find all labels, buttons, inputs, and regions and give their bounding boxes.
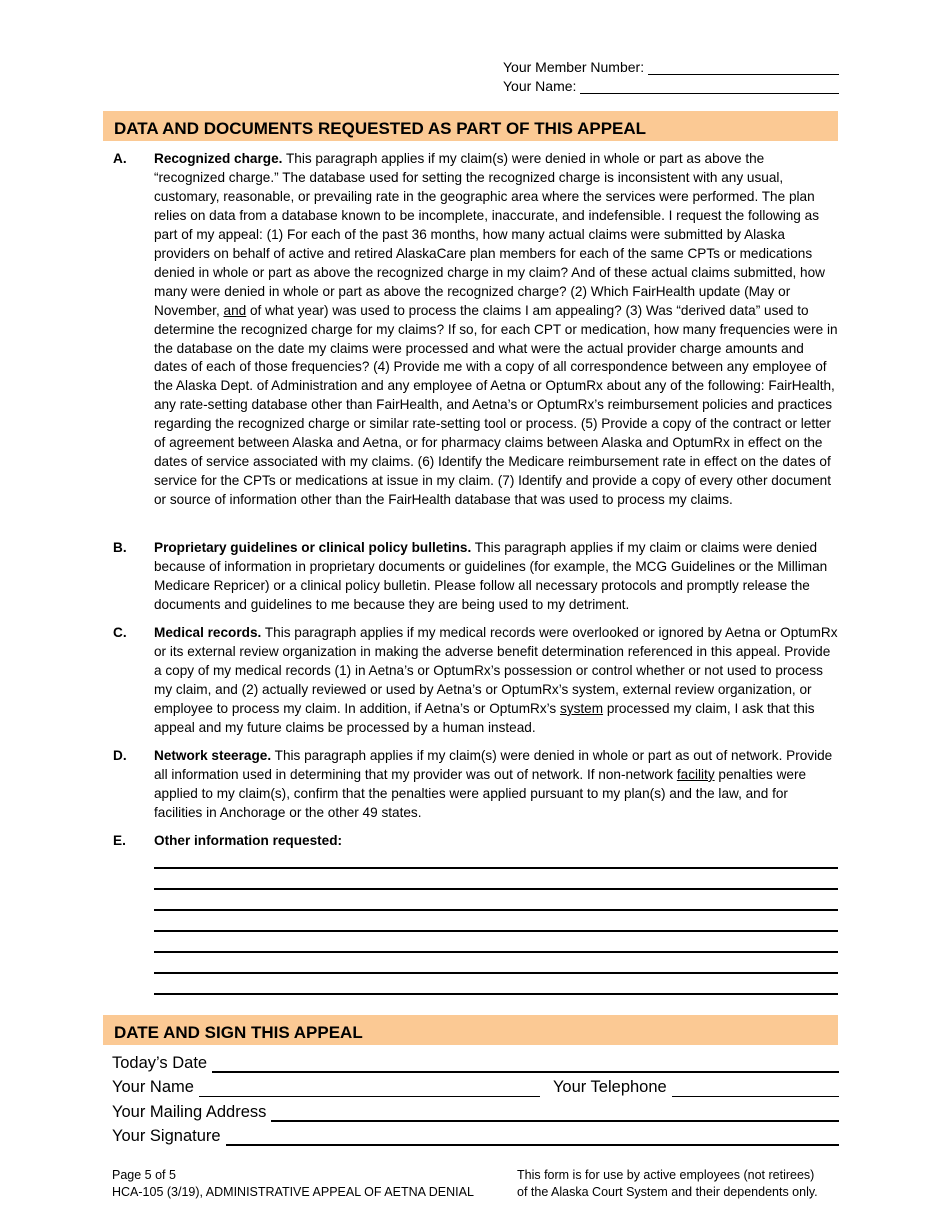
underlined-word: facility (676, 766, 715, 782)
date-label: Today’s Date (112, 1053, 208, 1072)
writing-line[interactable] (154, 934, 838, 953)
item-heading: Proprietary guidelines or clinical policy bulletins. (154, 540, 472, 555)
item-body: This paragraph applies if my claim(s) were denied in whole or part as above the “recognized charge.” The database used for setting the recognized charge is inconsistent with any usual, customary, reasonable, or prevailing rate in the geographic area where the services were performed. The plan relies on data from a database known to be incomplete, inaccurate, and indefensible. I request the following as part of my appeal: (1) For each of the past 36 months, how many actual claims were submitted by Alaska providers on behalf of active and retired AlaskaCare plan members for each of the same CPTs or medications denied in whole or part as above the recognized charge in my claim? And of these actual claims submitted, how many were denied in whole or part as above the recognized charge? (2) Which FairHealth update (May or November, (154, 151, 825, 318)
section-title-data-documents: DATA AND DOCUMENTS REQUESTED AS PART OF THIS APPEAL (103, 111, 838, 141)
date-field[interactable] (212, 1055, 839, 1073)
item-body: penalties were applied to my claim(s), confirm that the penalties were applied pursuant to my plan(s) and the law, and for facilities in Anchorage or the other 49 states. (154, 766, 807, 820)
other-info-lines (154, 850, 838, 997)
item-c (113, 624, 839, 738)
item-letter: B. (113, 540, 127, 555)
item-e (113, 832, 839, 851)
item-body: This paragraph applies if my medical records were overlooked or ignored by Aetna or OptumRx or its external review organization in making the adverse benefit determination referenced in this appeal. Provide a copy of my medical records (1) in Aetna’s or OptumRx’s possession or control whether or not used to process my claim, and (2) actually reviewed or used by Aetna’s or OptumRx’s system, external review organization, or employee to process my claim. In addition, if Aetna’s or OptumRx’s (154, 625, 838, 716)
item-body: This paragraph applies if my claim(s) were denied in whole or part as out of network. Provide all information used in determining that my provider was out of network. If non-network (154, 748, 833, 782)
item-d (113, 747, 839, 823)
item-a (113, 150, 839, 510)
member-name-row (503, 75, 839, 94)
signature-label: Your Signature (112, 1127, 221, 1145)
telephone-field[interactable] (672, 1080, 839, 1097)
item-heading: Network steerage. (154, 748, 272, 763)
member-name-label: Your Name: (503, 78, 577, 94)
item-b (113, 539, 839, 615)
form-id: HCA-105 (3/19), ADMINISTRATIVE APPEAL OF AETNA DENIAL (112, 1185, 474, 1199)
date-row (112, 1048, 839, 1073)
item-heading: Recognized charge. (154, 151, 283, 166)
address-field[interactable] (271, 1104, 839, 1122)
writing-line[interactable] (154, 871, 838, 890)
telephone-label: Your Telephone (552, 1078, 667, 1096)
item-text (154, 150, 839, 510)
member-number-field[interactable] (648, 60, 839, 75)
footer-left (112, 1167, 474, 1201)
name-telephone-row (112, 1073, 839, 1098)
item-letter: A. (113, 151, 127, 166)
item-text (154, 747, 839, 823)
member-info (503, 56, 839, 94)
name-field[interactable] (199, 1080, 540, 1097)
signature-block (112, 1048, 839, 1146)
writing-line[interactable] (154, 892, 838, 911)
footer-right (517, 1167, 818, 1201)
name-label: Your Name (112, 1078, 194, 1096)
footer-note-line-2: of the Alaska Court System and their dependents only. (517, 1185, 818, 1199)
section-title-date-sign: DATE AND SIGN THIS APPEAL (103, 1015, 838, 1045)
underlined-word: and (223, 302, 247, 318)
underlined-word: system (559, 700, 604, 716)
member-number-row (503, 56, 839, 75)
item-heading: Other information requested: (154, 833, 343, 848)
signature-field[interactable] (226, 1128, 839, 1146)
writing-line[interactable] (154, 913, 838, 932)
address-label: Your Mailing Address (112, 1102, 267, 1121)
signature-row (112, 1122, 839, 1147)
member-name-field[interactable] (580, 79, 839, 94)
writing-line[interactable] (154, 955, 838, 974)
writing-line[interactable] (154, 850, 838, 869)
item-letter: D. (113, 748, 127, 763)
page-number: Page 5 of 5 (112, 1168, 176, 1182)
item-text (154, 539, 839, 615)
writing-line[interactable] (154, 976, 838, 995)
item-letter: C. (113, 625, 127, 640)
item-heading: Medical records. (154, 625, 262, 640)
item-body: processed my claim, I ask that this appeal and my future claims be processed by a human instead. (154, 700, 815, 735)
item-letter: E. (113, 833, 126, 848)
item-body: of what year) was used to process the claims I am appealing? (3) Was “derived data” used to determine the recognized charge for my claims? If so, for each CPT or medication, how many frequencies were in the database on the date my claims were processed and what were the actual provider charge amounts and dates of each of those frequencies? (4) Provide me with a copy of all correspondence between any employee of the Alaska Dept. of Administration and any employee of Aetna or OptumRx about any of the following: FairHealth, any rate-setting database other than FairHealth, and Aetna’s or OptumRx’s reimbursement policies and practices regarding the recognized charge or similar rate-setting tool or process. (5) Provide a copy of the contract or letter of agreement between Alaska and Aetna, or for pharmacy claims between Alaska and OptumRx in effect on the dates of service associated with my claims. (6) Identify the Medicare reimbursement rate in effect on the dates of service for the CPTs or medications at issue in my claim. (7) Identify and provide a copy of every other document or source of information other than the FairHealth database that was used to process my claims. (154, 302, 838, 508)
item-body: This paragraph applies if my claim or claims were denied because of information in proprietary documents or guidelines (for example, the MCG Guidelines or the Milliman Medicare Repricer) or a clinical policy bulletin. Please follow all necessary protocols and promptly release the documents and guidelines to me because they are being used to my detriment. (154, 540, 828, 612)
member-number-label: Your Member Number: (503, 59, 645, 75)
item-text (154, 624, 839, 738)
footer-note-line-1: This form is for use by active employees (not retirees) (517, 1168, 815, 1182)
item-text (154, 832, 839, 851)
address-row (112, 1097, 839, 1122)
